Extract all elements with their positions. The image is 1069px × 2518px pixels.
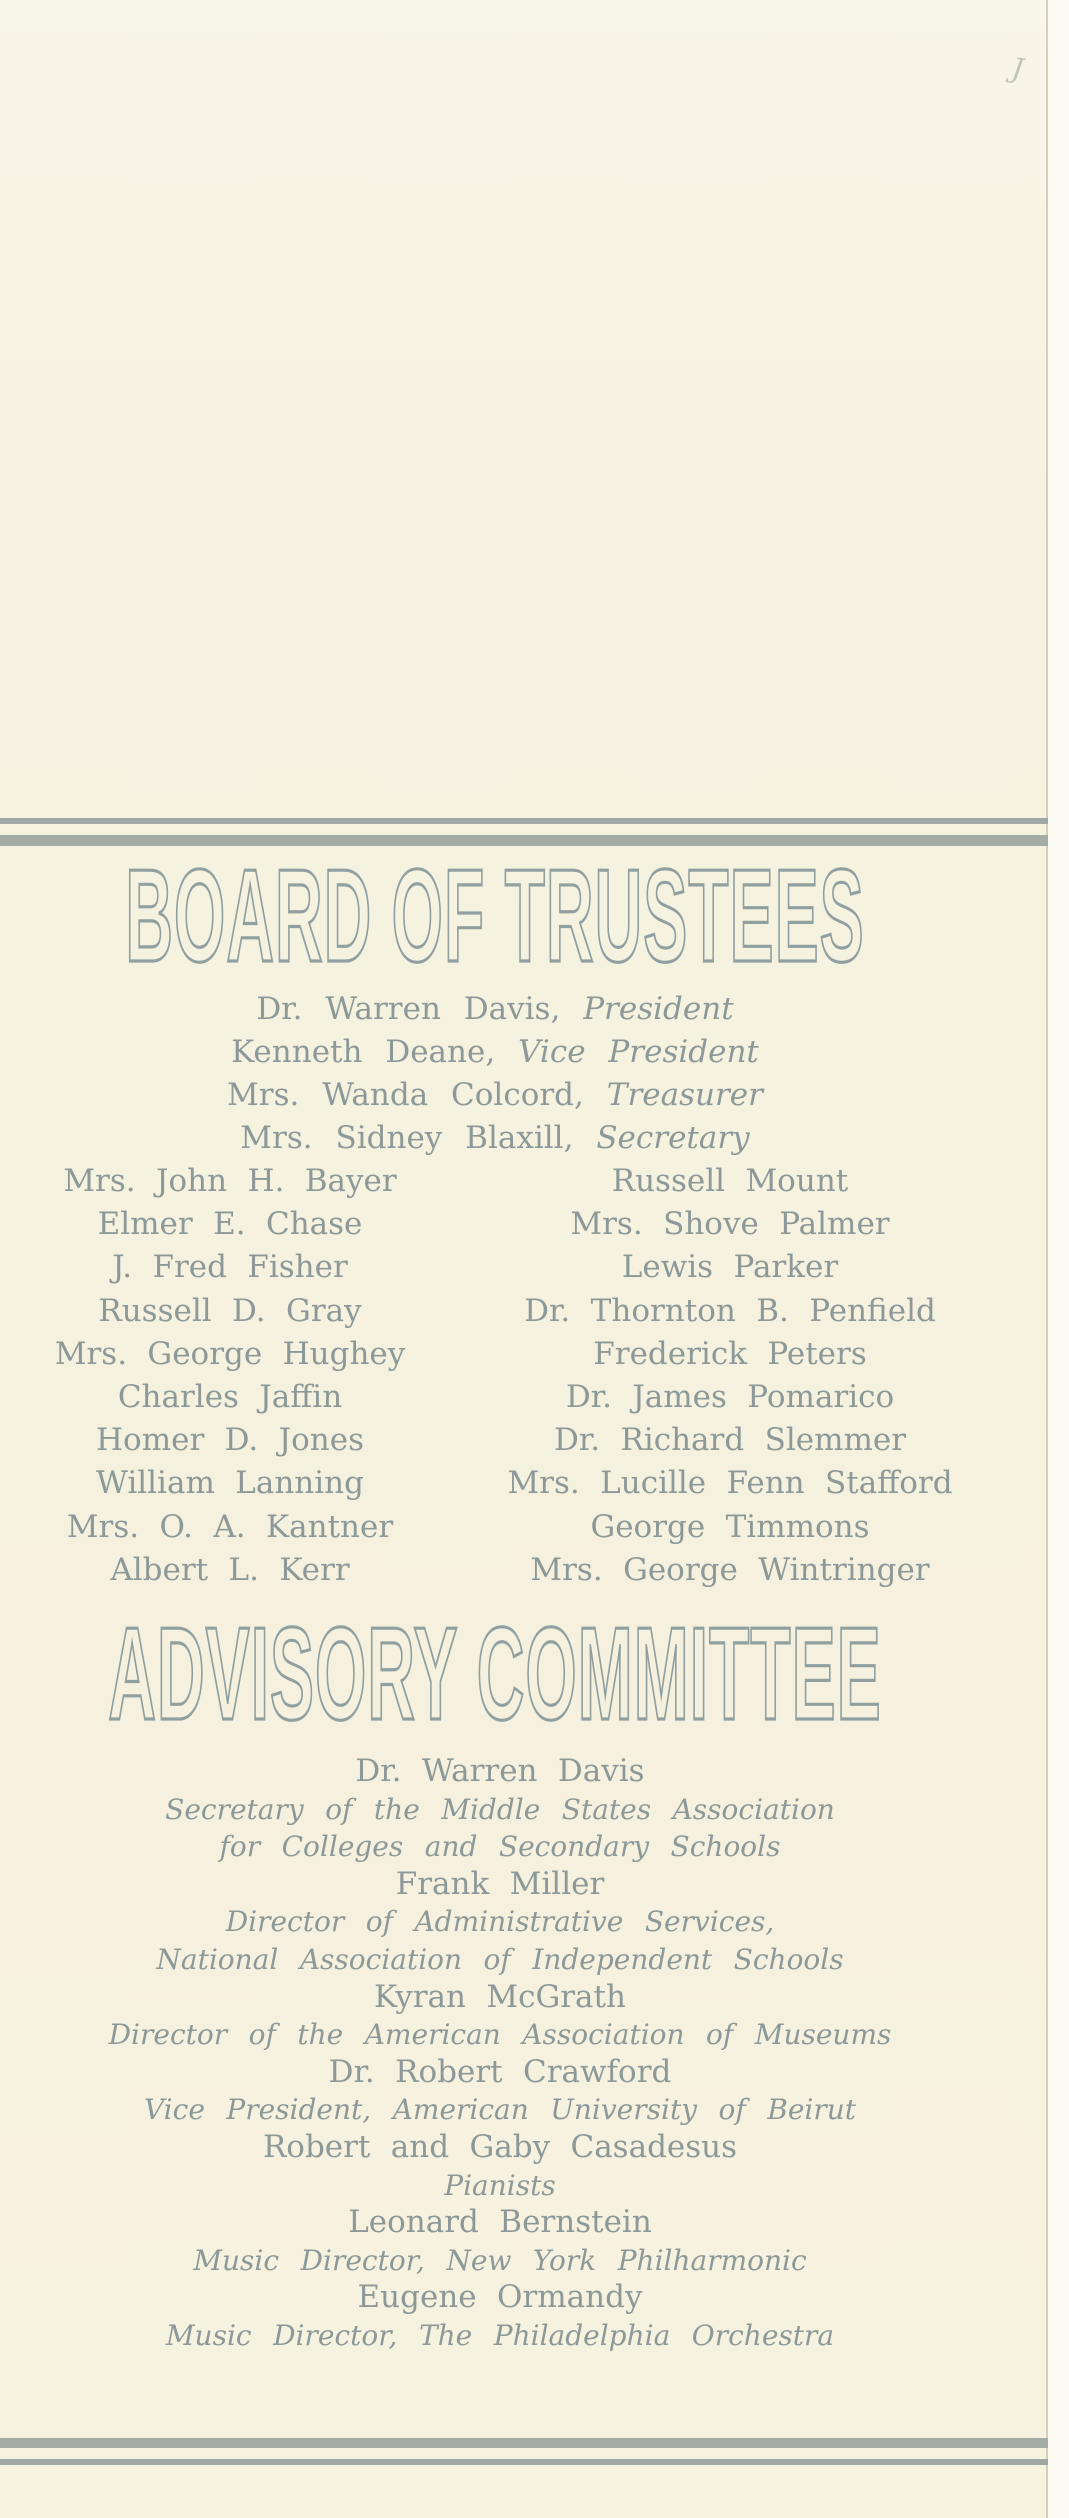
advisory-committee-title-text: ADVISORY COMMITTEE	[108, 1599, 882, 1747]
board-of-trustees-title	[0, 841, 990, 989]
trustee-name: Homer D. Jones	[96, 1422, 364, 1459]
trustee-name: Mrs. George Wintringer	[530, 1551, 930, 1588]
officer-title: Vice President	[518, 1034, 759, 1070]
trustee-name: Mrs. O. A. Kantner	[66, 1508, 394, 1545]
officer-row	[0, 1117, 990, 1160]
advisory-name: Eugene Ormandy	[357, 2279, 643, 2316]
advisory-role: Director of Administrative Services,	[225, 1905, 775, 1939]
officer-name: Mrs. Wanda Colcord,	[227, 1077, 584, 1113]
trustee-name: William Lanning	[96, 1465, 364, 1502]
advisory-name: Leonard Bernstein	[348, 2204, 652, 2241]
advisory-role: Music Director, The Philadelphia Orchestra	[165, 2318, 835, 2352]
trustee-name: Elmer E. Chase	[97, 1206, 363, 1243]
advisory-role: Vice President, American University of Beirut	[143, 2093, 857, 2127]
trustees-column-right	[460, 1160, 1000, 1592]
officer-name: Kenneth Deane,	[231, 1034, 496, 1070]
trustee-name: Mrs. John H. Bayer	[63, 1163, 397, 1199]
trustee-name: Albert L. Kerr	[110, 1551, 350, 1588]
trustee-name: Dr. Richard Slemmer	[553, 1422, 907, 1459]
advisory-role: Director of the American Association of Museums	[108, 2018, 892, 2052]
scan-edge-strip	[1048, 0, 1069, 2518]
bottom-rule-thick	[0, 2438, 1048, 2448]
officer-row	[0, 1031, 990, 1074]
officer-name: Dr. Warren Davis,	[256, 991, 561, 1027]
officer-title: President	[583, 991, 734, 1027]
officer-row	[0, 988, 990, 1031]
advisory-role: for Colleges and Secondary Schools	[219, 1830, 781, 1864]
trustee-name: J. Fred Fisher	[112, 1249, 348, 1286]
trustee-name: Mrs. Lucille Fenn Stafford	[507, 1465, 953, 1502]
trustee-name: Dr. James Pomarico	[565, 1379, 895, 1416]
advisory-role: Secretary of the Middle States Association	[165, 1792, 835, 1826]
officer-title: Treasurer	[606, 1077, 763, 1113]
trustee-name: Mrs. Shove Palmer	[570, 1206, 890, 1243]
trustee-name: George Timmons	[590, 1508, 870, 1545]
advisory-list	[0, 1753, 1000, 2355]
trustee-name: Lewis Parker	[621, 1249, 839, 1286]
trustees-columns	[0, 1160, 1000, 1592]
advisory-name: Kyran McGrath	[374, 1978, 626, 2015]
officer-name: Mrs. Sidney Blaxill,	[240, 1120, 574, 1156]
trustee-name: Russell Mount	[611, 1163, 849, 1199]
advisory-role: Pianists	[444, 2168, 556, 2202]
trustee-name: Russell D. Gray	[98, 1292, 362, 1329]
trustees-column-left	[0, 1160, 460, 1592]
officers-list	[0, 988, 990, 1160]
advisory-name: Dr. Robert Crawford	[328, 2053, 672, 2090]
advisory-committee-title	[0, 1599, 990, 1747]
bottom-rule-thin	[0, 2459, 1048, 2465]
trustee-name: Charles Jaffin	[117, 1379, 343, 1416]
advisory-role: National Association of Independent Schools	[156, 1942, 844, 1976]
trustee-name: Mrs. George Hughey	[54, 1335, 406, 1372]
board-of-trustees-title-text: BOARD OF TRUSTEES	[125, 841, 865, 989]
officer-title: Secretary	[596, 1120, 750, 1156]
trustee-name: Frederick Peters	[593, 1335, 867, 1372]
officer-row	[0, 1074, 990, 1117]
advisory-name: Frank Miller	[395, 1865, 605, 1902]
scan-edge-line	[1046, 0, 1048, 2518]
trustee-name: Dr. Thornton B. Penfield	[524, 1292, 936, 1329]
advisory-name: Dr. Warren Davis	[355, 1753, 645, 1789]
advisory-name: Robert and Gaby Casadesus	[262, 2128, 738, 2165]
pencil-mark: J	[1009, 51, 1026, 86]
advisory-role: Music Director, New York Philharmonic	[193, 2243, 807, 2277]
